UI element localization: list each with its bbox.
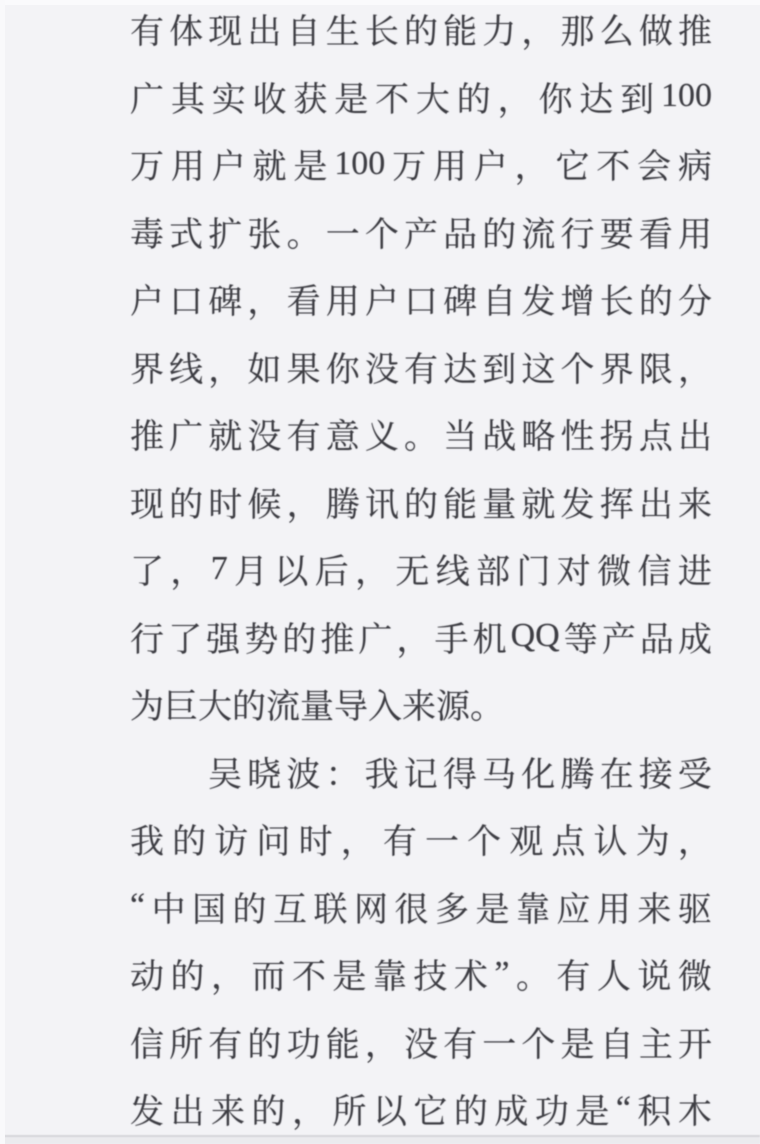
text-line: 户 口 碑 ， 看 用 户 口 碑 自 发 增 长 的 分 bbox=[130, 284, 712, 322]
text-line: 推 广 就 没 有 意 义 。 当 战 略 性 拐 点 出 bbox=[130, 419, 712, 457]
page-text bbox=[130, 0, 712, 1143]
page-left-edge bbox=[0, 0, 5, 1144]
text-line: 发 出 来 的 ， 所 以 它 的 成 功 是 “ 积 木 bbox=[130, 1089, 712, 1132]
text-line: 信 所 有 的 功 能 ， 没 有 一 个 是 自 主 开 bbox=[130, 1026, 712, 1064]
text-line-paragraph-end: 为巨大的流量导入来源。 bbox=[130, 689, 504, 727]
text-line: “ 中 国 的 互 联 网 很 多 是 靠 应 用 来 驱 bbox=[130, 887, 712, 929]
text-line: 广 其 实 收 获 是 不 大 的 ， 你 达 到 100 bbox=[130, 77, 712, 119]
text-line: 有 体 现 出 自 生 长 的 能 力 ， 那 么 做 推 bbox=[130, 14, 712, 52]
text-line: 界 线 ， 如 果 你 没 有 达 到 这 个 界 限 ， bbox=[130, 351, 712, 389]
text-line: 动 的 ， 而 不 是 靠 技 术 ” 。 有 人 说 微 bbox=[130, 954, 712, 997]
text-line-paragraph-start: 吴 晓 波 ： 我 记 得 马 化 腾 在 接 受 bbox=[208, 756, 712, 794]
text-line: 现 的 时 候 ， 腾 讯 的 能 量 就 发 挥 出 来 bbox=[130, 486, 712, 524]
text-line: 了 ， 7 月 以 后 ， 无 线 部 门 对 微 信 进 bbox=[130, 549, 712, 592]
page-bottom-divider bbox=[0, 1135, 760, 1144]
text-line: 我 的 访 问 时 ， 有 一 个 观 点 认 为 ， bbox=[130, 824, 712, 862]
text-line: 行 了 强 势 的 推 广 ， 手 机 QQ 等 产 品 成 bbox=[130, 617, 712, 659]
text-line: 毒 式 扩 张 。 一 个 产 品 的 流 行 要 看 用 bbox=[130, 216, 712, 254]
text-line: 万 用 户 就 是 100 万 用 户 ， 它 不 会 病 bbox=[130, 144, 712, 187]
